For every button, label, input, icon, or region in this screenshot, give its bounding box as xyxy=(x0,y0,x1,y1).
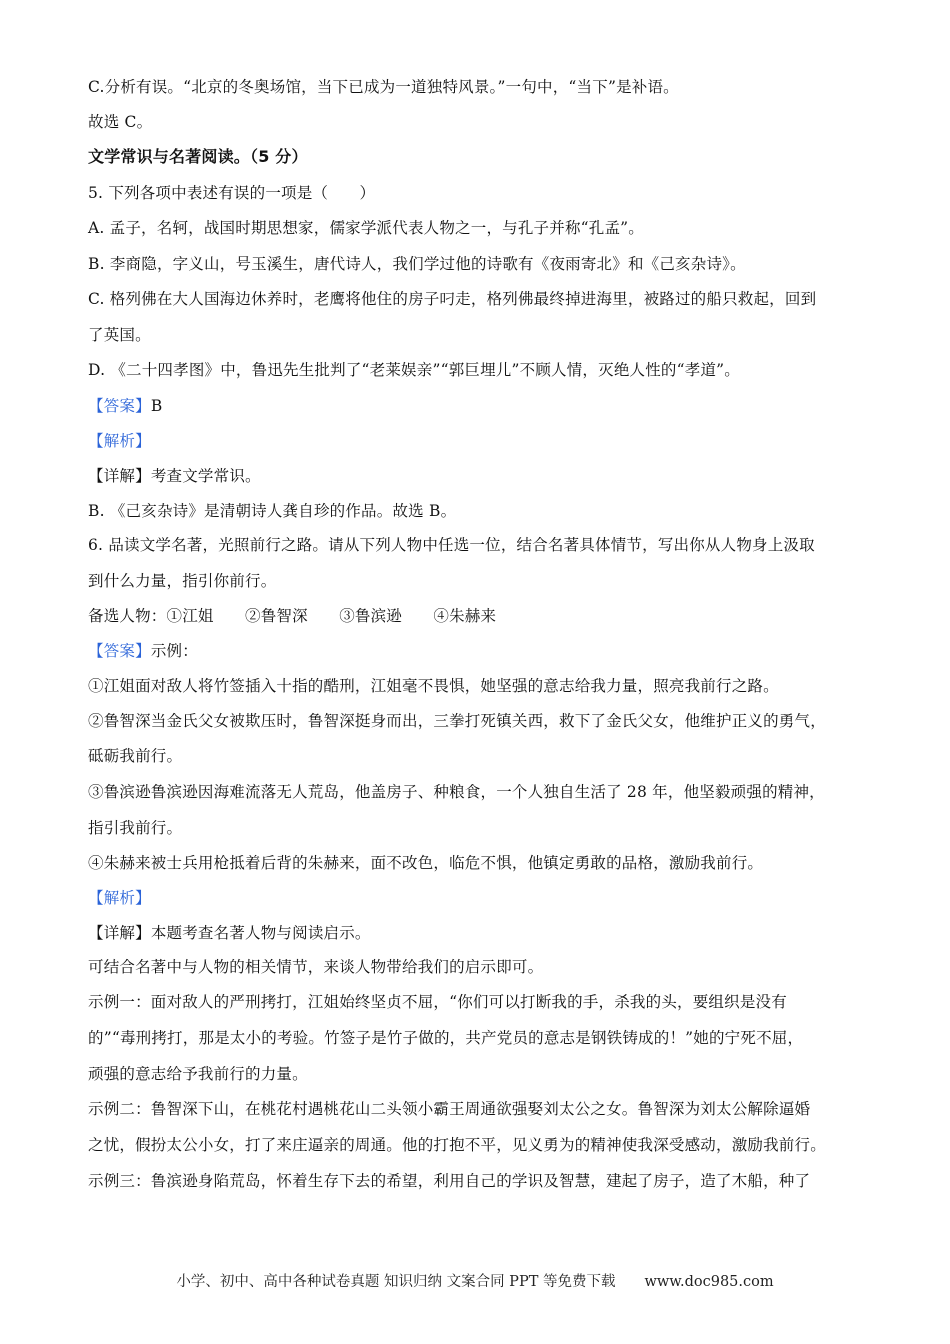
answer-value: B xyxy=(150,397,163,415)
analysis-tag: 【解析】 xyxy=(88,432,151,450)
text-line: ①江姐面对敌人将竹签插入十指的酷刑，江姐毫不畏惧，她坚强的意志给我力量，照亮我前行之路。 xyxy=(88,677,779,695)
text-line: 可结合名著中与人物的相关情节，来谈人物带给我们的启示即可。 xyxy=(88,958,544,976)
text-line: 指引我前行。 xyxy=(88,819,183,837)
text-line: 之忧，假扮太公小女，打了来庄逼亲的周通。他的打抱不平，见义勇为的精神使我深受感动，激励我前行。 xyxy=(88,1136,826,1154)
text-line: 故选 C。 xyxy=(88,113,153,131)
text-line: 示例一：面对敌人的严刑拷打，江姐始终坚贞不屈，“你们可以打断我的手，杀我的头，要组织是没有 xyxy=(88,993,787,1011)
text-line: C.分析有误。“北京的冬奥场馆，当下已成为一道独特风景。”一句中，“当下”是补语。 xyxy=(88,78,679,96)
detail-row xyxy=(88,466,868,486)
section-heading: 文学常识与名著阅读。（5 分） xyxy=(88,147,308,166)
question-6: 6. 品读文学名著，光照前行之路。请从下列人物中任选一位，结合名著具体情节，写出你从人物身上汲取 xyxy=(88,536,815,554)
text-line: 砥砺我前行。 xyxy=(88,747,183,765)
detail-text: 本题考查名著人物与阅读启示。 xyxy=(150,924,371,942)
detail-tag: 【详解】 xyxy=(88,924,151,942)
text-line: ③鲁滨逊鲁滨逊因海难流落无人荒岛，他盖房子、种粮食，一个人独自生活了 28 年，他坚毅顽强的精神， xyxy=(88,783,825,801)
answer-value: 示例： xyxy=(150,642,198,660)
option-d: D. 《二十四孝图》中，鲁迅先生批判了“老莱娱亲”“郭巨埋儿”不顾人情，灭绝人性的“孝道”。 xyxy=(88,361,740,379)
answer-row xyxy=(88,396,868,416)
text-line: 示例二：鲁智深下山，在桃花村遇桃花山二头领小霸王周通欲强娶刘太公之女。鲁智深为刘太公解除逼婚 xyxy=(88,1100,811,1118)
text-line: ②鲁智深当金氏父女被欺压时，鲁智深挺身而出，三拳打死镇关西，救下了金氏父女，他维护正义的勇气， xyxy=(88,712,826,730)
option-b: B. 李商隐，字义山，号玉溪生，唐代诗人，我们学过他的诗歌有《夜雨寄北》和《己亥杂诗》。 xyxy=(88,255,746,273)
detail-row xyxy=(88,923,868,943)
text-line: ④朱赫来被士兵用枪抵着后背的朱赫来，面不改色，临危不惧，他镇定勇敢的品格，激励我前行。 xyxy=(88,854,764,872)
candidate-list: 备选人物：①江姐 ②鲁智深 ③鲁滨逊 ④朱赫来 xyxy=(88,607,497,625)
answer-tag: 【答案】 xyxy=(88,397,151,415)
text-line: 的”“毒刑拷打，那是太小的考验。竹签子是竹子做的，共产党员的意志是钢铁铸成的！”她的宁死不屈， xyxy=(88,1029,804,1047)
page-footer: 小学、初中、高中各种试卷真题 知识归纳 文案合同 PPT 等免费下载 www.doc985.com xyxy=(176,1274,774,1290)
detail-text: 考查文学常识。 xyxy=(150,467,261,485)
detail-tag: 【详解】 xyxy=(88,467,151,485)
text-line: B. 《己亥杂诗》是清朝诗人龚自珍的作品。故选 B。 xyxy=(88,502,457,520)
question-5: 5. 下列各项中表述有误的一项是（ ） xyxy=(88,184,376,202)
text-line: 顽强的意志给予我前行的力量。 xyxy=(88,1065,308,1083)
option-c: C. 格列佛在大人国海边休养时，老鹰将他住的房子叼走，格列佛最终掉进海里，被路过的船只救起，回到 xyxy=(88,290,817,308)
answer-row xyxy=(88,641,868,661)
answer-tag: 【答案】 xyxy=(88,642,151,660)
analysis-tag: 【解析】 xyxy=(88,889,151,907)
question-6-cont: 到什么力量，指引你前行。 xyxy=(88,572,277,590)
text-line: 示例三：鲁滨逊身陷荒岛，怀着生存下去的希望，利用自己的学识及智慧，建起了房子，造了木船，种了 xyxy=(88,1172,811,1190)
option-a: A. 孟子，名轲，战国时期思想家，儒家学派代表人物之一，与孔子并称“孔孟”。 xyxy=(88,219,644,237)
option-c-cont: 了英国。 xyxy=(88,326,151,344)
